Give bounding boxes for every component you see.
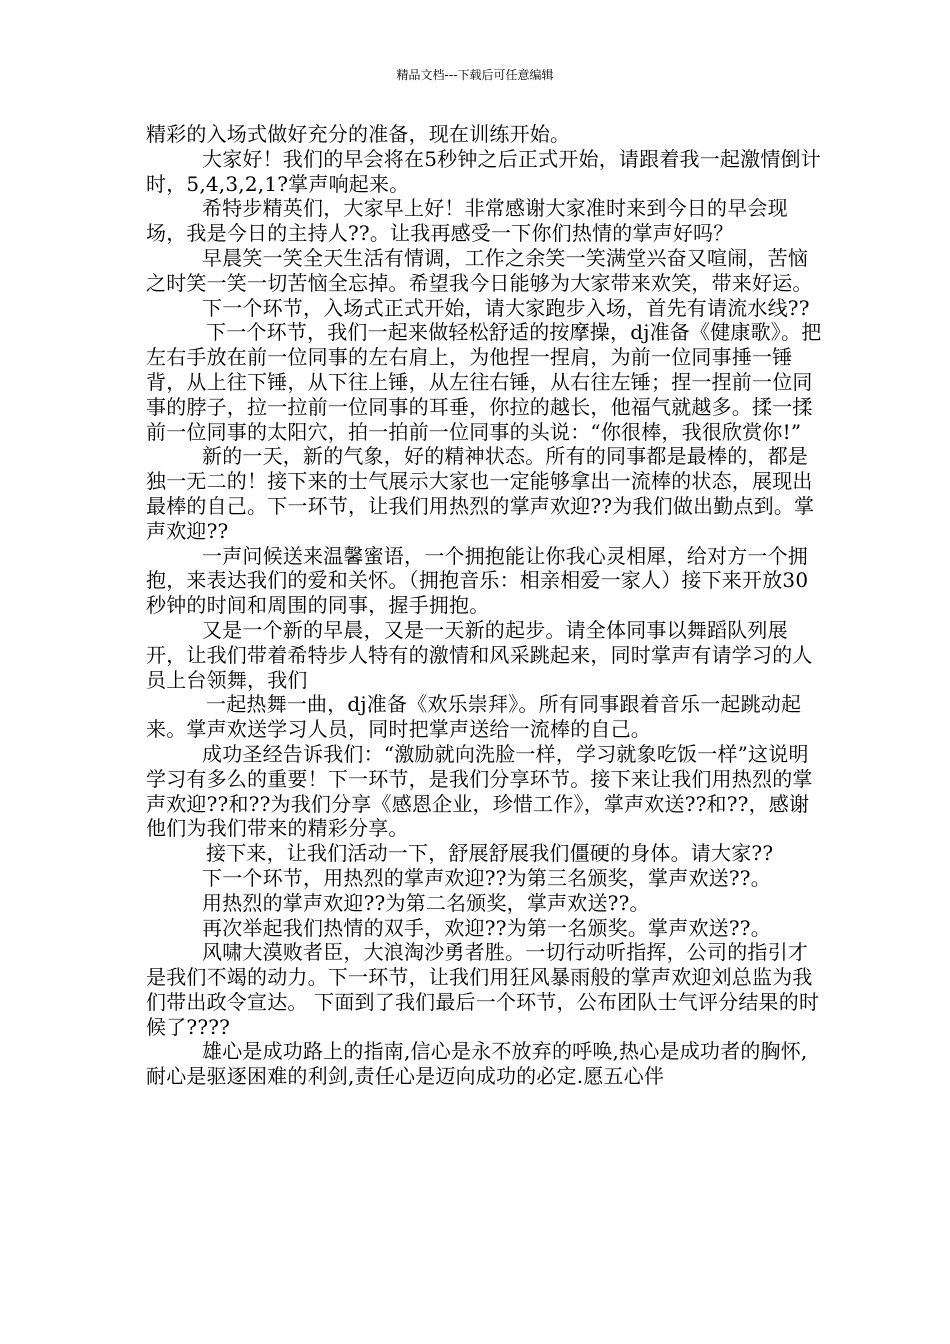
paragraph: 大家好！我们的早会将在5秒钟之后正式开始，请跟着我一起激情倒计时，5,4,3,2,1?掌声响起来。 (146, 146, 821, 196)
page-header: 精品文档---下载后可任意编辑 (396, 68, 554, 82)
paragraph: 成功圣经告诉我们：“激励就向洗脸一样，学习就象吃饭一样”这说明学习有多么的重要！下一环节，是我们分享环节。接下来让我们用热烈的掌声欢迎??和??为我们分享《感恩企业，珍惜工作》，掌声欢送??和??，感谢他们为我们带来的精彩分享。 (146, 741, 813, 841)
paragraph: 新的一天，新的气象，好的精神状态。所有的同事都是最棒的，都是独一无二的！接下来的士气展示大家也一定能够拿出一流棒的状态，展现出最棒的自己。下一环节，让我们用热烈的掌声欢迎??为我们做出勤点到。掌声欢迎?? (146, 444, 815, 543)
paragraph: 早晨笑一笑全天生活有情调，工作之余笑一笑满堂兴奋又喧闹，苦恼之时笑一笑一切苦恼全忘掉。希望我今日能够为大家带来欢笑，带来好运。 (146, 245, 813, 295)
paragraph: 雄心是成功路上的指南,信心是永不放弃的呼唤,热心是成功者的胸怀,耐心是驱逐困难的利剑,责任心是迈向成功的必定.愿五心伴 (146, 1039, 808, 1089)
paragraph: 一声问候送来温馨蜜语，一个拥抱能让你我心灵相犀，给对方一个拥抱，来表达我们的爱和关怀。（拥抱音乐：相亲相爱一家人）接下来开放30秒钟的时间和周围的同事，握手拥抱。 (146, 543, 809, 618)
paragraph: 又是一个新的早晨，又是一天新的起步。请全体同事以舞蹈队列展开，让我们带着希特步人特有的激情和风采跳起来，同时掌声有请学习的人员上台领舞，我们 (146, 617, 813, 692)
document-body (146, 122, 826, 1089)
paragraph: 再次举起我们热情的双手，欢迎??为第一名颁奖。掌声欢送??。 (202, 915, 771, 940)
paragraph: 希特步精英们，大家早上好！非常感谢大家准时来到今日的早会现场，我是今日的主持人??。让我再感受一下你们热情的掌声好吗？ (146, 196, 788, 246)
paragraph: 下一个环节，入场式正式开始，请大家跑步入场，首先有请流水线?? (202, 295, 810, 320)
paragraph: 一起热舞一曲，dj准备《欢乐崇拜》。所有同事跟着音乐一起跳动起来。掌声欢送学习人员，同时把掌声送给一流棒的自己。 (146, 692, 802, 742)
paragraph: 接下来，让我们活动一下，舒展舒展我们僵硬的身体。请大家?? (206, 841, 774, 866)
paragraph: 精彩的入场式做好充分的准备，现在训练开始。 (146, 122, 571, 146)
paragraph: 下一个环节，我们一起来做轻松舒适的按摩操，dj准备《健康歌》。把左右手放在前一位同事的左右肩上，为他捏一捏肩，为前一位同事捶一锤背，从上往下锤，从下往上锤，从左往右锤，从右往左锤；捏一捏前一位同事的脖子，拉一拉前一位同事的耳垂，你拉的越长，他福气就越多。揉一揉前一位同事的太阳穴，拍一拍前一位同事的头说：“你很棒，我很欣赏你!” (146, 320, 822, 444)
paragraph: 用热烈的掌声欢迎??为第二名颁奖，掌声欢送??。 (202, 890, 650, 915)
paragraph: 风啸大漠败者臣，大浪淘沙勇者胜。一切行动听指挥，公司的指引才是我们不竭的动力。下一环节，让我们用狂风暴雨般的掌声欢迎刘总监为我们带出政令宣达。 下面到了我们最后一个环节，公布团队士气评分结果的时候了???? (146, 940, 820, 1039)
paragraph: 下一个环节，用热烈的掌声欢迎??为第三名颁奖，掌声欢送??。 (202, 865, 771, 890)
